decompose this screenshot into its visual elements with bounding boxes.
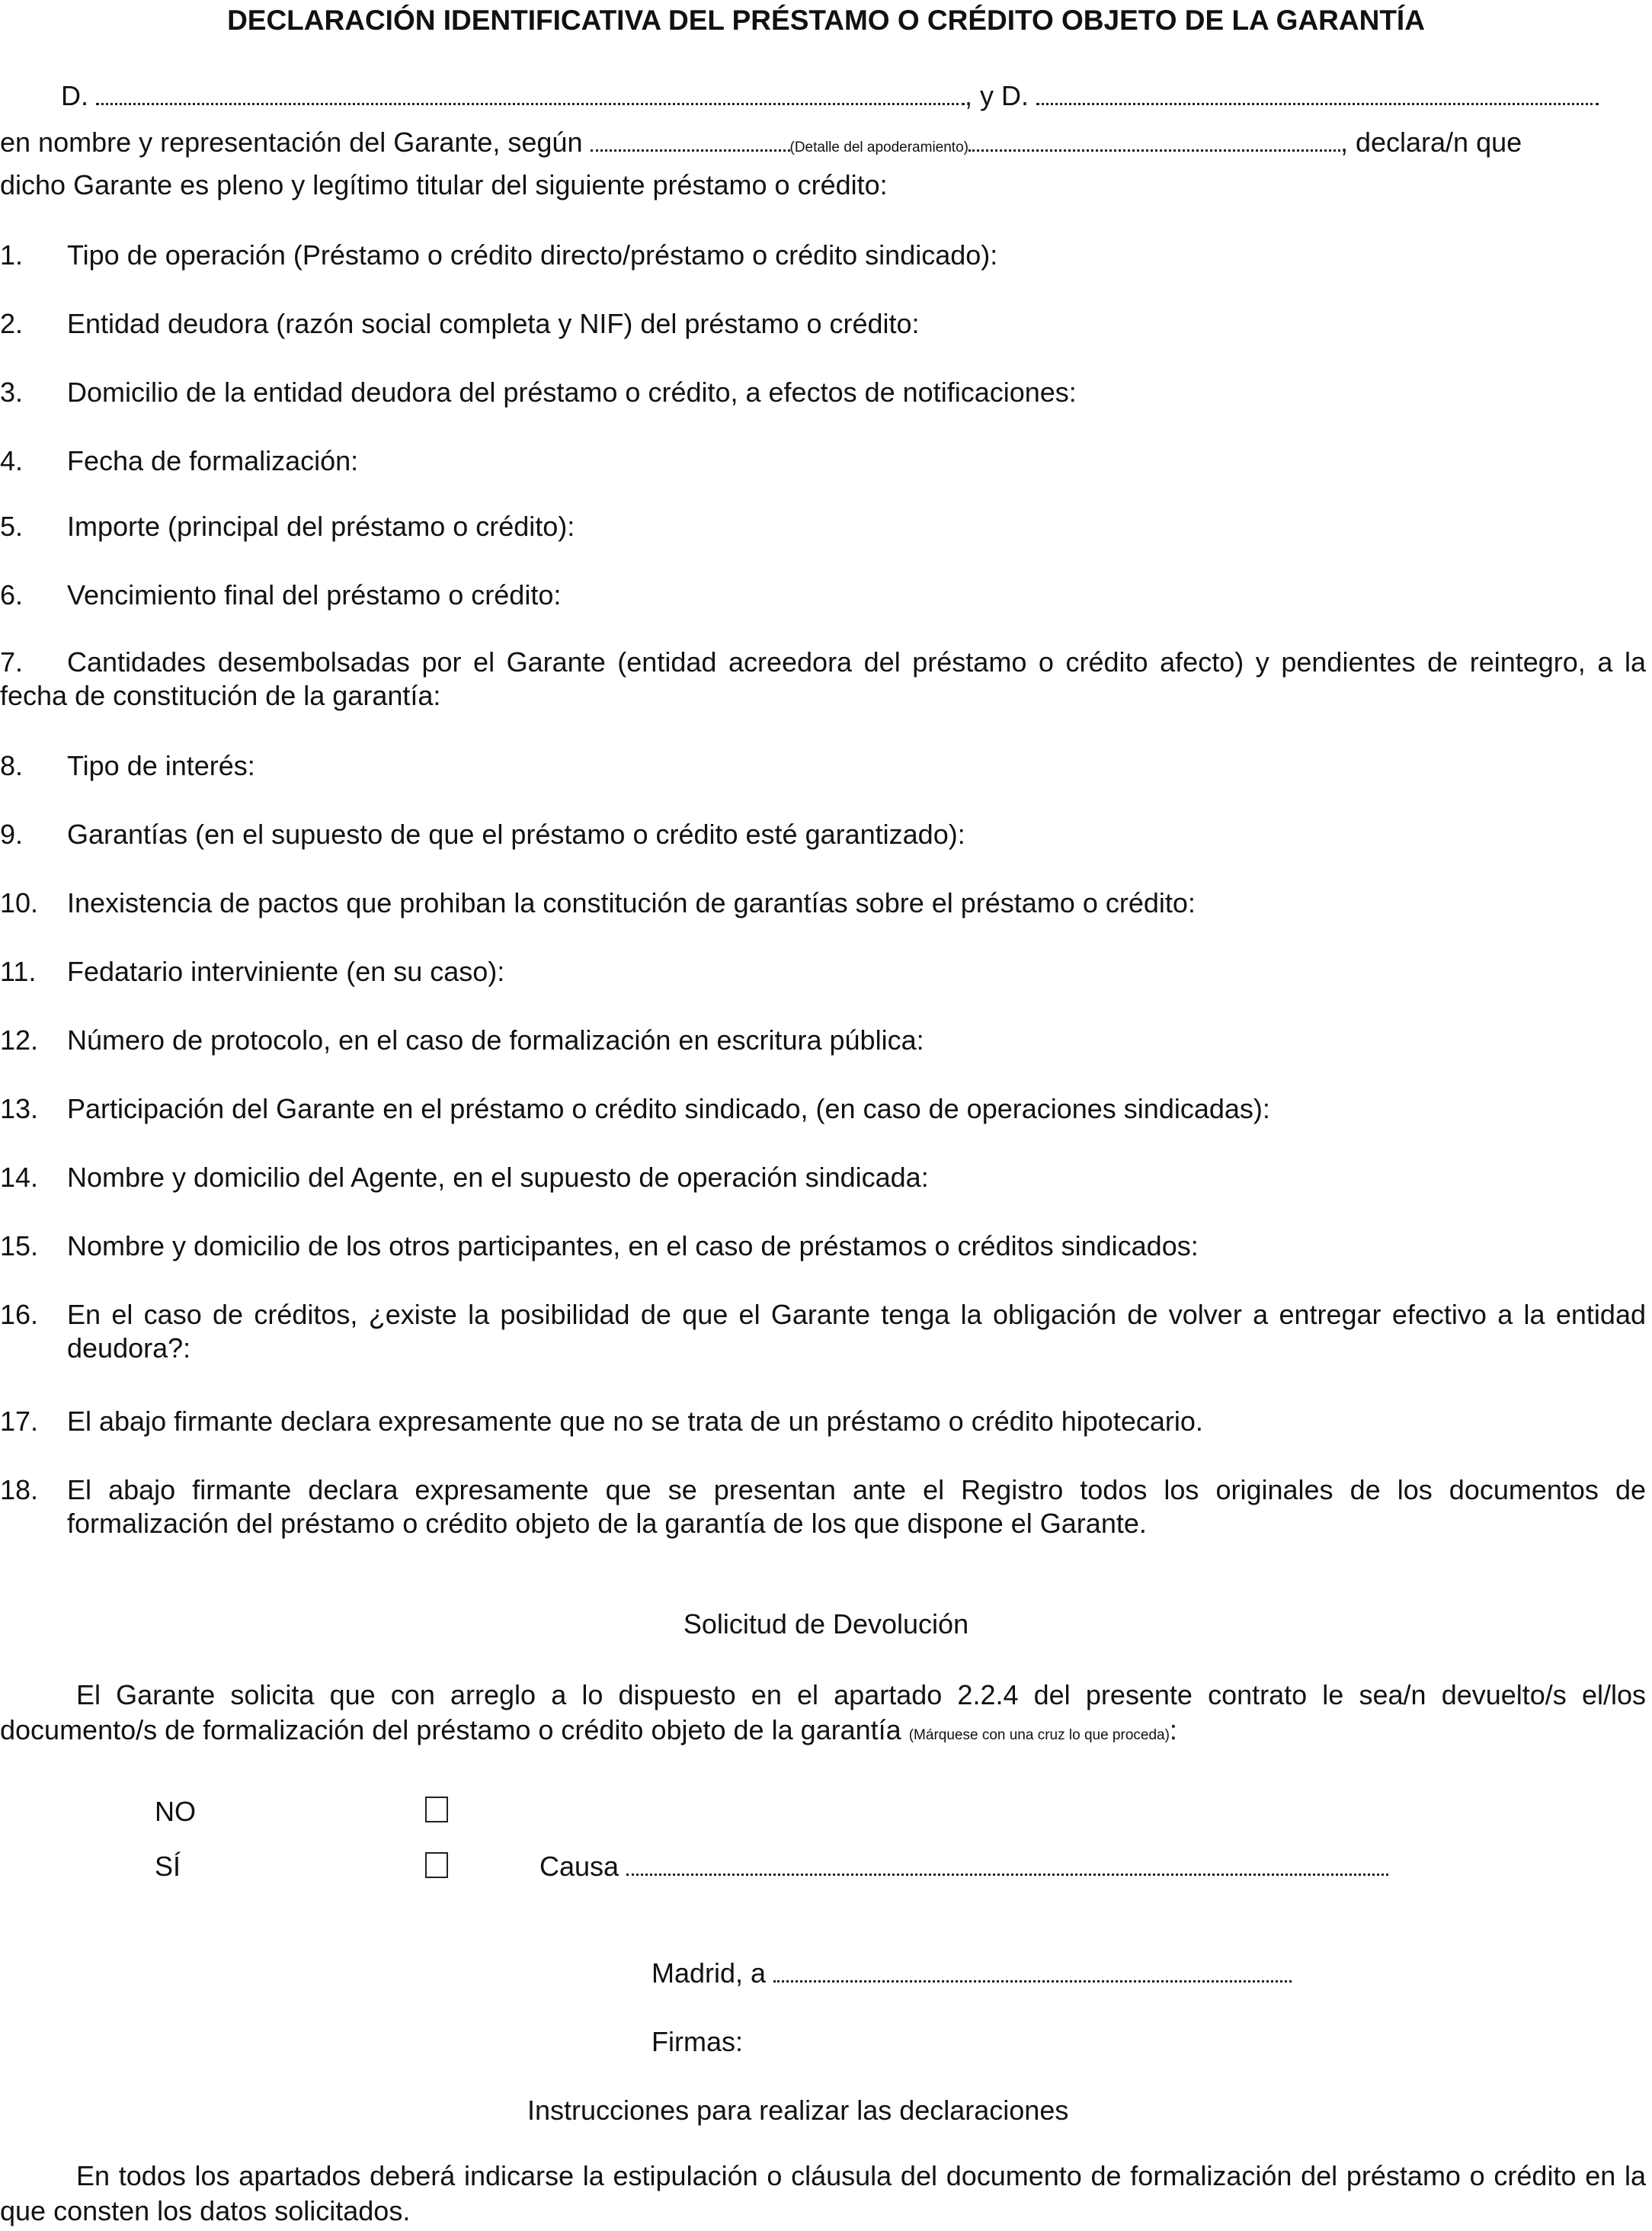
second-name-blank[interactable] <box>1036 98 1599 105</box>
item-text: Participación del Garante en el préstamo o crédito sindicado, (en caso de operaciones sindicadas): <box>67 1093 1270 1124</box>
devolucion-note: (Márquese con una cruz lo que proceda) <box>908 1727 1170 1743</box>
item-18 <box>0 1473 1646 1543</box>
date-blank[interactable] <box>773 1976 1292 1983</box>
item-text: Inexistencia de pactos que prohiban la constitución de garantías sobre el préstamo o crédito: <box>67 887 1196 918</box>
item-number: 17. <box>0 1406 39 1437</box>
item-text: El abajo firmante declara expresamente que no se trata de un préstamo o crédito hipotecario. <box>67 1406 1203 1437</box>
place-date-line <box>652 1957 1292 1990</box>
item-number: 7. <box>0 646 24 678</box>
intro-line-2 <box>0 126 1646 165</box>
item-text: Nombre y domicilio de los otros participantes, en el caso de préstamos o créditos sindicados: <box>67 1230 1199 1261</box>
instructions-heading: Instrucciones para realizar las declaraciones <box>527 2095 1069 2126</box>
option-si-checkbox[interactable] <box>425 1852 448 1878</box>
devolucion-heading: Solicitud de Devolución <box>683 1608 969 1640</box>
place-label: Madrid, a <box>652 1957 767 1989</box>
item-number: 11. <box>0 956 37 987</box>
item-number: 6. <box>0 579 24 611</box>
item-text: Entidad deudora (razón social completa y NIF) del préstamo o crédito: <box>67 308 920 339</box>
apoderamiento-note: (Detalle del apoderamiento) <box>789 139 968 155</box>
item-text: Importe (principal del préstamo o crédito): <box>67 511 575 542</box>
intro-line-1 <box>61 79 1599 113</box>
causa-line <box>539 1850 1388 1883</box>
y-d-label: , y D. <box>965 80 1029 111</box>
item-text: El abajo firmante declara expresamente que se presentan ante el Registro todos los originales de los documentos de formalización del préstamo o crédito objeto de la garantía de los que dispone el Garante. <box>67 1474 1646 1539</box>
item-number: 4. <box>0 445 24 476</box>
devolucion-text: El Garante solicita que con arreglo a lo dispuesto en el apartado 2.2.4 del presente contrato le sea/n devuelto/s el/los documento/s de formalización del préstamo o crédito objeto de la garantía <box>0 1679 1646 1745</box>
intro-representation: en nombre y representación del Garante, según <box>0 127 583 158</box>
causa-blank[interactable] <box>626 1869 1388 1876</box>
item-16 <box>0 1298 1646 1368</box>
item-text: Cantidades desembolsadas por el Garante (entidad acreedora del préstamo o crédito afecto) y pendientes de reintegro, a la fecha de constitución de la garantía: <box>0 646 1646 711</box>
apoderamiento-blank-left[interactable] <box>591 145 790 152</box>
item-text: Fedatario interviniente (en su caso): <box>67 956 505 987</box>
devolucion-paragraph <box>0 1678 1646 1753</box>
item-number: 1. <box>0 239 24 271</box>
option-no-label: NO <box>155 1796 196 1827</box>
item-text: Vencimiento final del préstamo o crédito: <box>67 579 562 611</box>
item-text: Tipo de interés: <box>67 750 255 781</box>
instructions-paragraph: En todos los apartados deberá indicarse la estipulación o cláusula del documento de formalización del préstamo o crédito en la que consten los datos solicitados. <box>0 2160 1646 2226</box>
item-number: 2. <box>0 308 24 339</box>
item-number: 5. <box>0 511 24 542</box>
item-7 <box>0 646 1646 716</box>
item-text: Tipo de operación (Préstamo o crédito directo/préstamo o crédito sindicado): <box>67 239 998 271</box>
document-title: DECLARACIÓN IDENTIFICATIVA DEL PRÉSTAMO O CRÉDITO OBJETO DE LA GARANTÍA <box>227 5 1425 36</box>
item-number: 8. <box>0 750 24 781</box>
option-si-label: SÍ <box>155 1851 181 1882</box>
firmas-label: Firmas: <box>652 2026 743 2057</box>
apoderamiento-blank-right[interactable] <box>968 145 1340 152</box>
intro-line-3: dicho Garante es pleno y legítimo titular del siguiente préstamo o crédito: <box>0 169 888 200</box>
item-number: 15. <box>0 1230 39 1261</box>
causa-label: Causa <box>539 1851 620 1882</box>
item-number: 16. <box>0 1299 39 1330</box>
item-number: 3. <box>0 377 24 408</box>
d-name-blank[interactable] <box>96 98 965 105</box>
d-label: D. <box>61 80 88 111</box>
item-number: 12. <box>0 1024 39 1056</box>
item-number: 9. <box>0 819 24 850</box>
item-text: Garantías (en el supuesto de que el préstamo o crédito esté garantizado): <box>67 819 965 850</box>
item-text: Nombre y domicilio del Agente, en el supuesto de operación sindicada: <box>67 1162 929 1193</box>
item-number: 14. <box>0 1162 39 1193</box>
item-text: En el caso de créditos, ¿existe la posibilidad de que el Garante tenga la obligación de volver a entregar efectivo a la entidad deudora?: <box>67 1299 1646 1364</box>
item-text: Domicilio de la entidad deudora del préstamo o crédito, a efectos de notificaciones: <box>67 377 1077 408</box>
item-number: 10. <box>0 887 39 918</box>
item-text: Fecha de formalización: <box>67 445 359 476</box>
item-number: 18. <box>0 1474 39 1505</box>
devolucion-colon: : <box>1169 1714 1177 1745</box>
option-no-checkbox[interactable] <box>425 1797 448 1822</box>
declara-label: , declara/n que <box>1340 127 1522 158</box>
item-number: 13. <box>0 1093 39 1124</box>
item-text: Número de protocolo, en el caso de formalización en escritura pública: <box>67 1024 924 1056</box>
